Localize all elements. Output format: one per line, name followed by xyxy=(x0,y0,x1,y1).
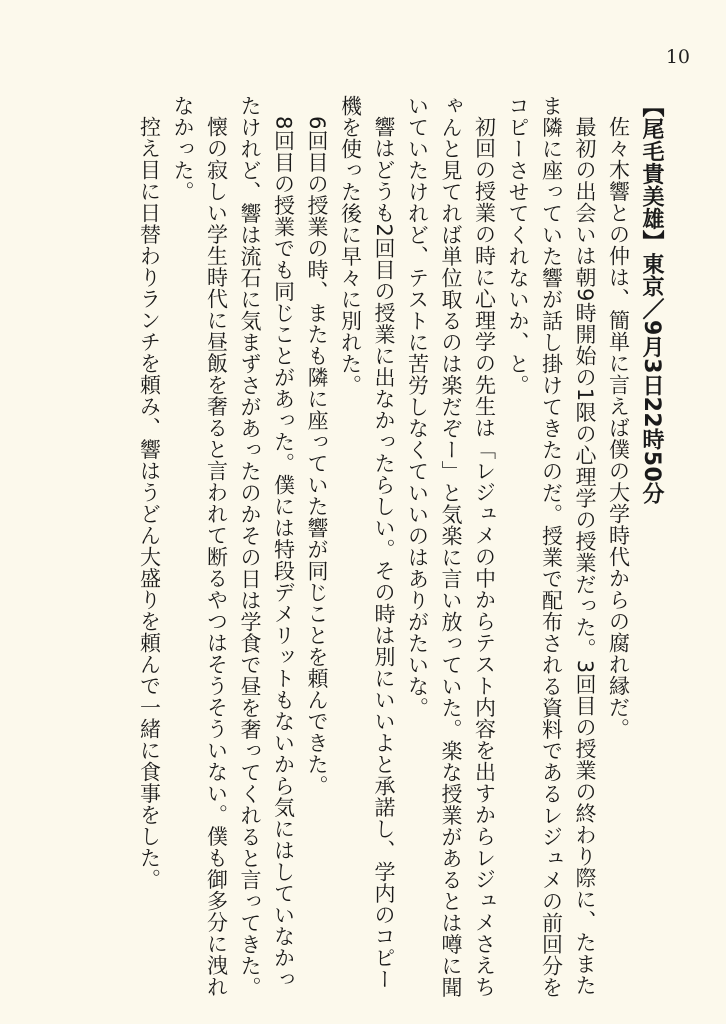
paragraph: 佐々木響との仲は、簡単に言えば僕の大学時代からの腐れ縁だ。 xyxy=(606,116,631,740)
paragraph: 懐の寂しい学生時代に昼飯を奢ると言われて断るやつはそうそういない。僕も御多分に洩れなかった。 xyxy=(171,95,229,998)
paragraph: 控え目に日替わりランチを頼み、響はうどん大盛りを頼んで一緒に食事をした。 xyxy=(137,116,162,890)
paragraph: 8回目の授業でも同じことがあった。僕には特段デメリットもないから気にはしていなかったけれど、響は流石に気まずさがあったのかその日は学食で昼を奢ってくれると言ってきた。 xyxy=(238,95,296,998)
page-number: 10 xyxy=(665,46,690,68)
section-heading: 【尾毛貴美雄】東京／9月3日22時50分 xyxy=(639,95,664,505)
paragraph: 6回目の授業の時、またも隣に座っていた響が同じことを頼んできた。 xyxy=(305,116,329,797)
paragraph: 最初の出会いは朝9時開始の1限の心理学の授業だった。3回目の授業の終わり際に、たまたま隣に座っていた響が話し掛けてきたのだ。授業で配布される資料であるレジュメの前回分をコピーさせてくれないか、と。 xyxy=(506,95,597,998)
paragraph: 初回の授業の時に心理学の先生は「レジュメの中からテスト内容を出すからレジュメさえちゃんと見てれば単位取るのは楽だぞー」と気楽に言い放っていた。楽な授業があるとは噂に聞いていたけれど、テストに苦労しなくていいのはありがたいな。 xyxy=(405,95,497,998)
vertical-text-body xyxy=(132,95,668,1000)
paragraph: 響はどうも2回目の授業に出なかったらしい。その時は別にいいよと承諾し、学内のコピー機を使った後に早々に別れた。 xyxy=(338,95,396,990)
